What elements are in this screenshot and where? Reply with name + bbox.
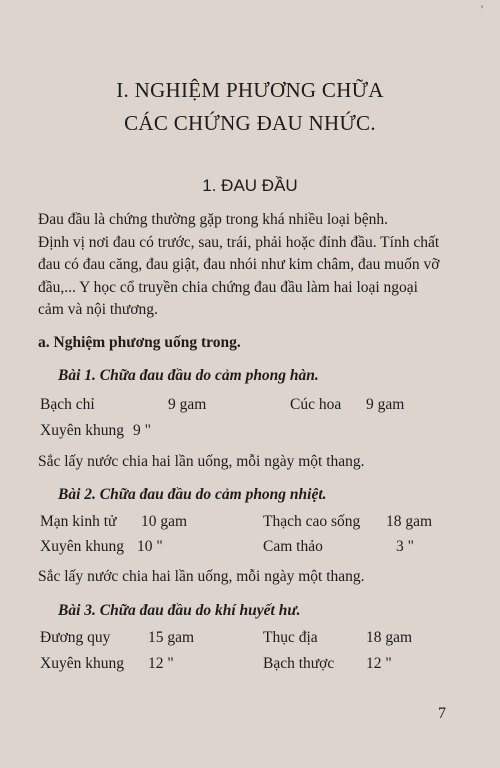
prescription-1-title: Bài 1. Chữa đau đầu do cảm phong hàn. xyxy=(58,367,319,384)
subsection-heading: a. Nghiệm phương uống trong. xyxy=(38,334,241,351)
herb-name: Thạch cao sống xyxy=(263,513,361,530)
intro-paragraph xyxy=(38,209,458,322)
prescription-1-note: Sắc lấy nước chia hai lần uống, mỗi ngày một thang. xyxy=(38,453,365,470)
intro-line: đầu,... Y học cổ truyền chia chứng đau đầu làm hai loại ngoại xyxy=(38,278,418,296)
herb-dose: 18 gam xyxy=(366,629,413,646)
herb-name: Cúc hoa xyxy=(290,396,342,413)
intro-line: cảm và nội thương. xyxy=(38,301,158,318)
herb-name: Bạch chỉ xyxy=(40,396,95,413)
chapter-title-line-2: CÁC CHỨNG ĐAU NHỨC. xyxy=(124,111,376,135)
herb-name: Bạch thược xyxy=(263,655,335,672)
page-number: 7 xyxy=(438,705,446,722)
herb-name: Đương quy xyxy=(40,629,111,646)
corner-mark: ' xyxy=(481,2,484,16)
herb-name: Xuyên khung xyxy=(40,422,124,439)
prescription-2-note: Sắc lấy nước chia hai lần uống, mỗi ngày một thang. xyxy=(38,568,365,585)
herb-dose: 18 gam xyxy=(386,513,433,530)
herb-name: Xuyên khung xyxy=(40,538,124,555)
herb-dose: 10 " xyxy=(137,538,163,555)
intro-line: Định vị nơi đau có trước, sau, trái, phải hoặc đỉnh đầu. Tính chất xyxy=(38,233,440,251)
prescription-2-title: Bài 2. Chữa đau đầu do cảm phong nhiệt. xyxy=(58,486,327,503)
herb-dose: 12 " xyxy=(366,655,392,672)
herb-dose: 3 " xyxy=(396,538,414,555)
herb-name: Cam thảo xyxy=(263,538,323,555)
section-title: 1. ĐAU ĐẦU xyxy=(202,176,298,195)
herb-name: Thục địa xyxy=(263,629,318,646)
herb-name: Mạn kinh tử xyxy=(40,513,117,530)
herb-name: Xuyên khung xyxy=(40,655,124,672)
herb-dose: 9 " xyxy=(133,422,151,439)
herb-dose: 9 gam xyxy=(168,396,207,413)
intro-line: đau có đau căng, đau giật, đau nhói như kim châm, đau muốn vỡ xyxy=(38,256,440,273)
prescription-3-title: Bài 3. Chữa đau đầu do khí huyết hư. xyxy=(58,602,301,619)
herb-dose: 15 gam xyxy=(148,629,195,646)
herb-dose: 10 gam xyxy=(141,513,188,530)
herb-dose: 12 " xyxy=(148,655,174,672)
intro-line: Đau đầu là chứng thường gặp trong khá nhiều loại bệnh. xyxy=(38,211,388,228)
chapter-title-line-1: I. NGHIỆM PHƯƠNG CHỮA xyxy=(116,78,384,102)
herb-dose: 9 gam xyxy=(366,396,405,413)
